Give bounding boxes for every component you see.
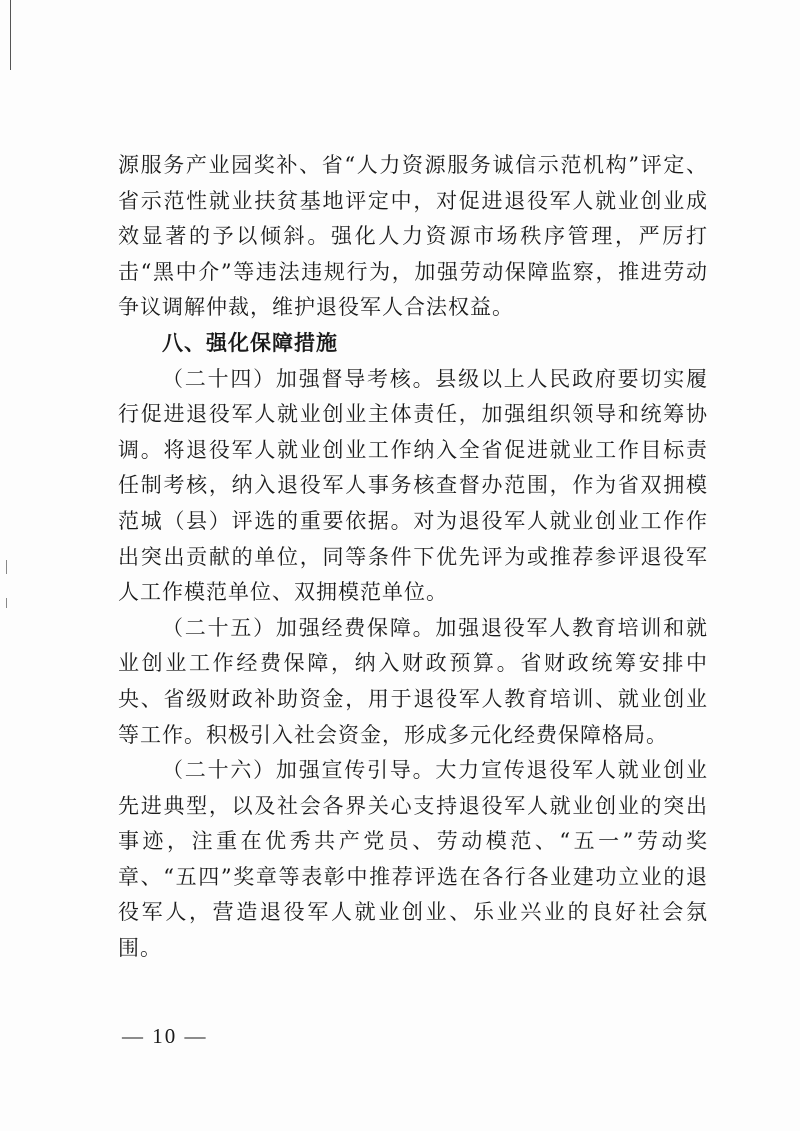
scan-margin-line (10, 0, 11, 70)
paragraph-26: （二十六）加强宣传引导。大力宣传退役军人就业创业先进典型，以及社会各界关心支持退役军人就业创业的突出事迹，注重在优秀共产党员、劳动模范、“五一”劳动奖章、“五四”奖章等表彰中推荐评选在各行各业建功立业的退役军人，营造退役军人就业创业、乐业兴业的良好社会氛围。 (118, 758, 708, 961)
continuation-paragraph: 源服务产业园奖补、省“人力资源服务诚信示范机构”评定、省示范性就业扶贫基地评定中，对促进退役军人就业创业成效显著的予以倾斜。强化人力资源市场秩序管理，严厉打击“黑中介”等违法违规行为，加强劳动保障监察，推进劳动争议调解仲裁，维护退役军人合法权益。 (118, 153, 708, 320)
paragraph-24: （二十四）加强督导考核。县级以上人民政府要切实履行促进退役军人就业创业主体责任，加强组织领导和统筹协调。将退役军人就业创业工作纳入全省促进就业工作目标责任制考核，纳入退役军人事务核查督办范围，作为省双拥模范城（县）评选的重要依据。对为退役军人就业创业工作作出突出贡献的单位，同等条件下优先评为或推荐参评退役军人工作模范单位、双拥模范单位。 (118, 366, 708, 605)
page-number: — 10 — (122, 1024, 208, 1048)
scan-margin-mark (6, 560, 7, 574)
scan-margin-mark (6, 598, 7, 608)
paragraph-25: （二十五）加强经费保障。加强退役军人教育培训和就业创业工作经费保障，纳入财政预算。省财政统筹安排中央、省级财政补助资金，用于退役军人教育培训、就业创业等工作。积极引入社会资金，形成多元化经费保障格局。 (118, 615, 708, 747)
section-heading: 八、强化保障措施 (162, 330, 338, 355)
document-body (118, 148, 708, 967)
